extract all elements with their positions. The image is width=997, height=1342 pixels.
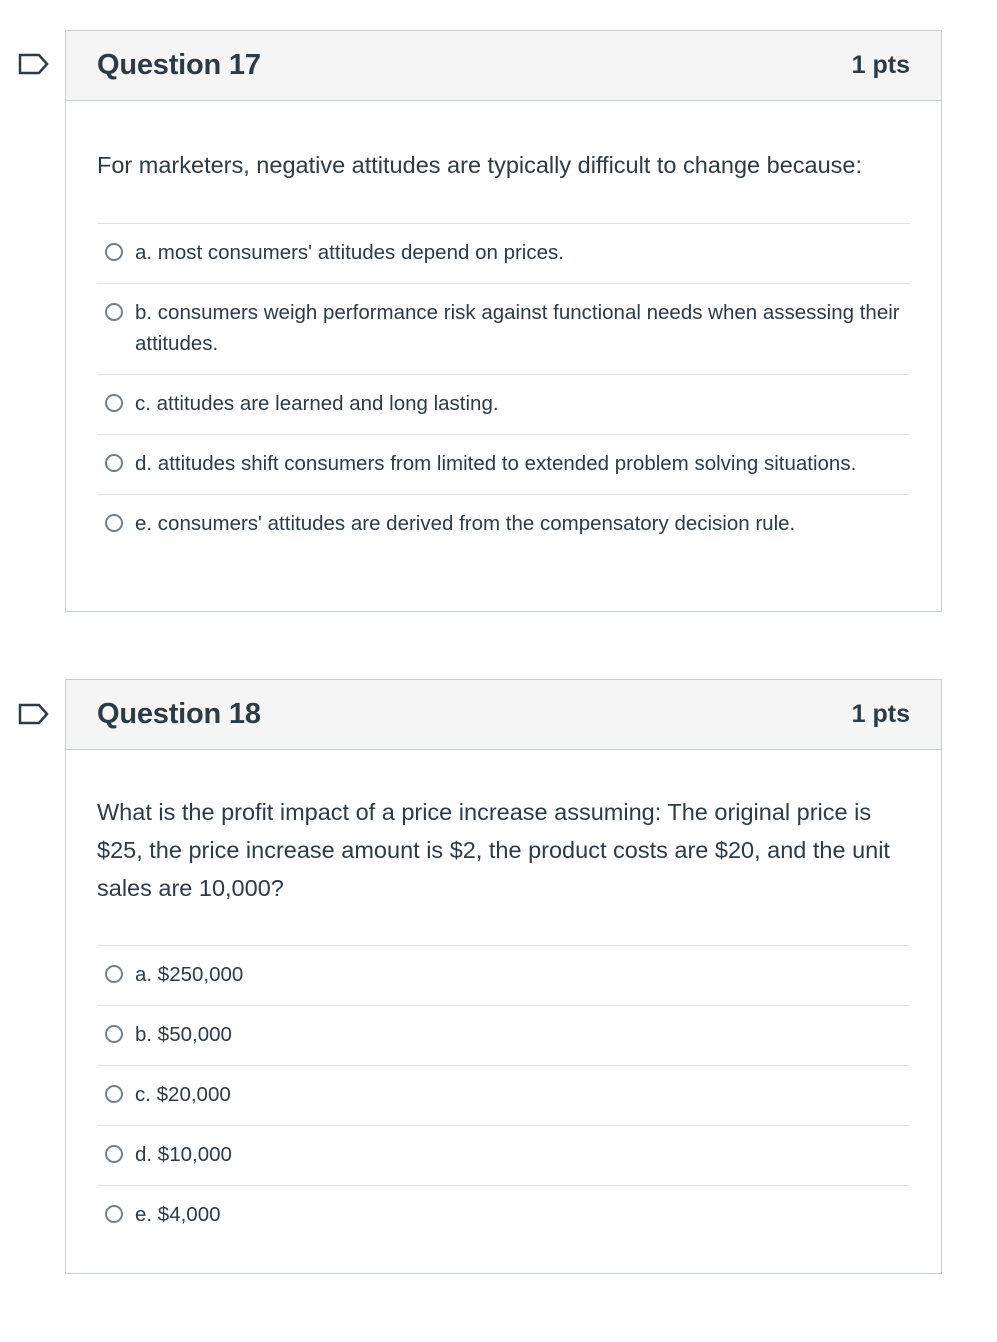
radio-unselected-icon[interactable] bbox=[105, 454, 123, 472]
question-text: For marketers, negative attitudes are typically difficult to change because: bbox=[97, 152, 863, 178]
answer-label[interactable]: d. attitudes shift consumers from limited to extended problem solving situations. bbox=[135, 452, 857, 475]
radio-unselected-icon[interactable] bbox=[105, 303, 123, 321]
radio-unselected-icon[interactable] bbox=[105, 514, 123, 532]
answer-option[interactable] bbox=[97, 946, 910, 1006]
flag-question-icon[interactable] bbox=[18, 703, 50, 725]
answer-list bbox=[97, 945, 910, 1245]
question-points: 1 pts bbox=[851, 51, 910, 79]
question-text: What is the profit impact of a price increase assuming: The original price is $25, the price increase amount is $2, the product costs are $20, and the unit sales are 10,000? bbox=[97, 799, 890, 901]
answer-label[interactable]: a. most consumers' attitudes depend on prices. bbox=[135, 241, 564, 264]
question-header bbox=[66, 680, 941, 750]
answer-option[interactable] bbox=[97, 1066, 910, 1126]
question-header bbox=[66, 31, 941, 101]
answer-label[interactable]: b. consumers weigh performance risk against functional needs when assessing their attitudes. bbox=[135, 301, 900, 355]
answer-option[interactable] bbox=[97, 224, 910, 284]
answer-label[interactable]: c. $20,000 bbox=[135, 1083, 231, 1106]
question-title: Question 17 bbox=[97, 49, 261, 81]
answer-label[interactable]: d. $10,000 bbox=[135, 1143, 232, 1166]
question-title: Question 18 bbox=[97, 698, 261, 730]
question-card bbox=[65, 30, 942, 612]
answer-option[interactable] bbox=[97, 495, 910, 554]
answer-label[interactable]: e. consumers' attitudes are derived from the compensatory decision rule. bbox=[135, 512, 796, 535]
answer-option[interactable] bbox=[97, 1006, 910, 1066]
radio-unselected-icon[interactable] bbox=[105, 1205, 123, 1223]
radio-unselected-icon[interactable] bbox=[105, 243, 123, 261]
answer-option[interactable] bbox=[97, 435, 910, 495]
answer-option[interactable] bbox=[97, 284, 910, 375]
answer-option[interactable] bbox=[97, 1126, 910, 1186]
radio-unselected-icon[interactable] bbox=[105, 1145, 123, 1163]
answer-option[interactable] bbox=[97, 375, 910, 435]
answer-label[interactable]: e. $4,000 bbox=[135, 1203, 221, 1226]
answer-option[interactable] bbox=[97, 1186, 910, 1245]
question-body bbox=[66, 793, 941, 1245]
answer-label[interactable]: a. $250,000 bbox=[135, 963, 244, 986]
question-body bbox=[66, 146, 941, 554]
question-points: 1 pts bbox=[851, 700, 910, 728]
question-card bbox=[65, 679, 942, 1274]
radio-unselected-icon[interactable] bbox=[105, 965, 123, 983]
answer-label[interactable]: b. $50,000 bbox=[135, 1023, 232, 1046]
answer-list bbox=[97, 223, 910, 554]
radio-unselected-icon[interactable] bbox=[105, 1025, 123, 1043]
radio-unselected-icon[interactable] bbox=[105, 394, 123, 412]
flag-question-icon[interactable] bbox=[18, 53, 50, 75]
answer-label[interactable]: c. attitudes are learned and long lasting. bbox=[135, 392, 499, 415]
radio-unselected-icon[interactable] bbox=[105, 1085, 123, 1103]
